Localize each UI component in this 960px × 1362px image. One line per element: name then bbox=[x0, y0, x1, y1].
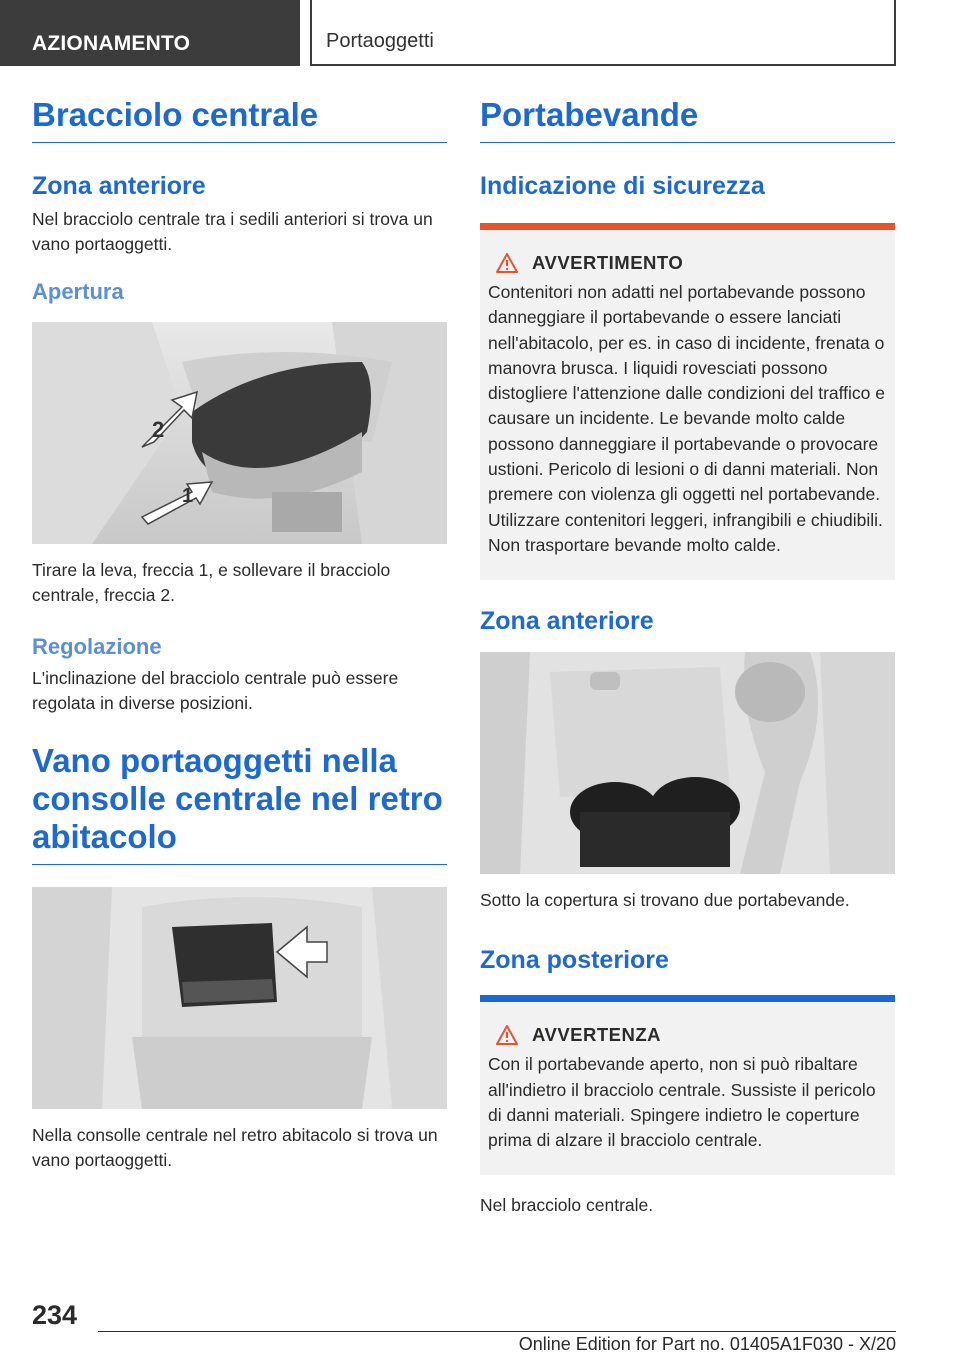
heading-adjustment: Regolazione bbox=[32, 634, 162, 659]
heading-rear-zone: Zona posteriore bbox=[480, 946, 669, 975]
warning-text: Contenitori non adatti nel portabevande possono danneggiare il portabevande o essere lanciati nell'abitacolo, per es. in caso di incidente, frenata o manovra brusca. I liquidi rovesciati possono distogliere l'attenzione dalle condizioni del traffico e causare un incidente. Le bevande molto calde possono danneggiare il portabevande o provocare ustioni. Pericolo di lesioni o di danni materiali. Non premere con violenza gli oggetti nel portabevande. Utilizzare contenitori leggeri, infrangibili e chiudibili. Non trasportare bevande molto calde. bbox=[488, 282, 886, 555]
footer-divider bbox=[98, 1331, 896, 1332]
notice-header bbox=[488, 1024, 887, 1046]
section-title: AZIONAMENTO bbox=[0, 0, 300, 66]
text-rear-console: Nella consolle centrale nel retro abitacolo si trova un vano portaoggetti. bbox=[32, 1125, 438, 1170]
armrest-photo bbox=[32, 322, 447, 544]
armrest-illustration bbox=[32, 322, 447, 544]
cupholder-illustration bbox=[480, 652, 895, 874]
rear-console-photo bbox=[32, 887, 447, 1109]
heading-safety: Indicazione di sicurezza bbox=[480, 172, 765, 200]
rear-console-illustration bbox=[32, 887, 447, 1109]
text-adjustment: L'inclinazione del bracciolo centrale può essere regolata in diverse posizioni. bbox=[32, 668, 399, 713]
cupholder-photo bbox=[480, 652, 895, 874]
text-front-zone: Nel bracciolo centrale tra i sedili anteriori si trova un vano portaoggetti. bbox=[32, 209, 433, 254]
left-column bbox=[32, 96, 447, 1173]
page-footer bbox=[32, 1300, 896, 1360]
page-number: 234 bbox=[32, 1300, 78, 1330]
heading-rear-console: Vano portaoggetti nella consolle centrale nel retro abitacolo bbox=[32, 742, 447, 865]
warning-box-red bbox=[480, 223, 895, 580]
heading-front-zone-cupholder: Zona anteriore bbox=[480, 607, 654, 636]
heading-armrest: Bracciolo centrale bbox=[32, 96, 447, 143]
text-front-cupholder: Sotto la copertura si trovano due portabevande. bbox=[480, 890, 850, 911]
arrow-2-label: 2 bbox=[152, 417, 165, 442]
notice-text: Con il portabevande aperto, non si può ribaltare all'indietro il bracciolo centrale. Sussiste il pericolo di danni materiali. Spingere indietro le coperture prima di alzare il bracciolo centrale. bbox=[488, 1054, 876, 1151]
right-column bbox=[480, 96, 895, 1218]
notice-triangle-icon bbox=[496, 1025, 518, 1045]
edition-note: Online Edition for Part no. 01405A1F030 - X/20 bbox=[518, 1334, 896, 1354]
arrow-1-label: 1 bbox=[182, 485, 194, 507]
heading-cupholder: Portabevande bbox=[480, 96, 895, 143]
warning-title: AVVERTIMENTO bbox=[532, 252, 684, 273]
page-header bbox=[0, 0, 960, 66]
text-opening: Tirare la leva, freccia 1, e sollevare il bracciolo centrale, freccia 2. bbox=[32, 560, 391, 605]
heading-opening: Apertura bbox=[32, 279, 124, 304]
warning-triangle-icon bbox=[496, 253, 518, 273]
topic-title: Portaoggetti bbox=[310, 0, 896, 66]
heading-front-zone: Zona anteriore bbox=[32, 172, 206, 200]
text-rear-cupholder: Nel bracciolo centrale. bbox=[480, 1195, 654, 1216]
notice-box-blue bbox=[480, 995, 895, 1175]
warning-header bbox=[488, 252, 887, 274]
notice-title: AVVERTENZA bbox=[532, 1024, 662, 1046]
